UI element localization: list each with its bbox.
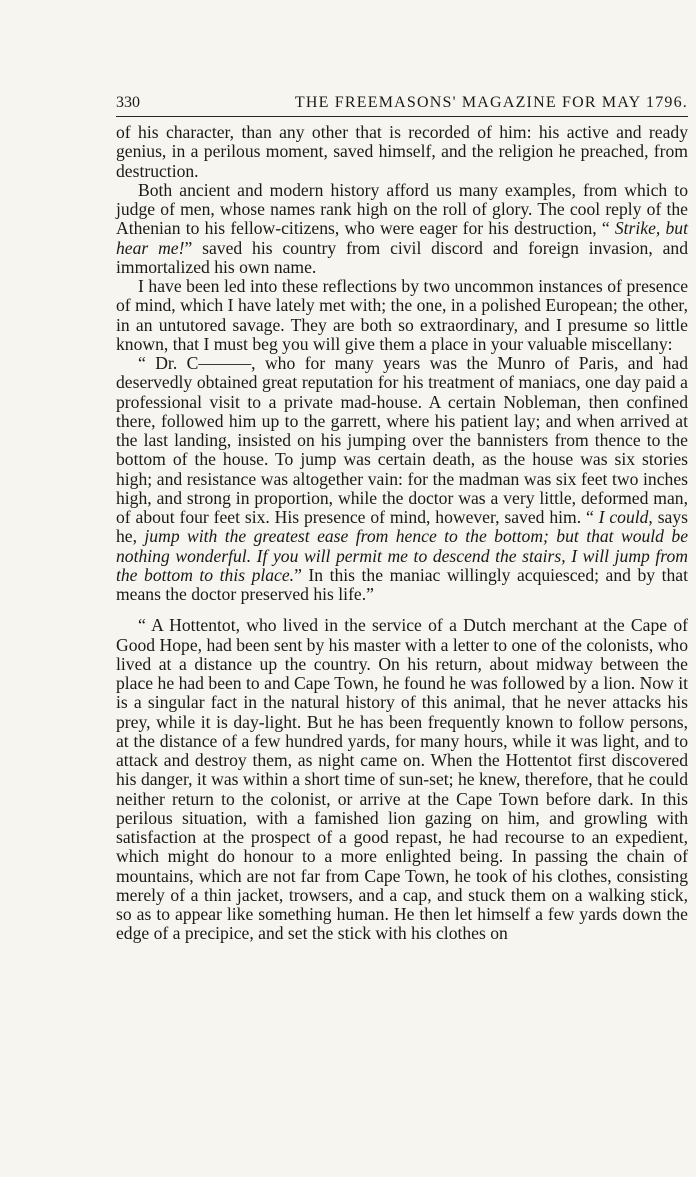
paragraph-4	[116, 354, 688, 604]
page	[116, 0, 688, 944]
article-text	[116, 123, 688, 944]
paragraph-2-text-c: ” saved his country from civil discord and foreign invasion, and immortalized his own name.	[116, 237, 688, 277]
quote-jump: jump with the greatest ease from hence to the bottom; but that would be nothing wonderful. If you will permit me to descend the stairs, I will jump from the bottom to this place.	[116, 526, 688, 585]
running-head	[116, 94, 688, 117]
paragraph-4-text-c: says he,	[116, 507, 689, 547]
page-number: 330	[116, 94, 140, 111]
paragraph-4-text-e: ” In this the maniac willingly acquiesced; and by that means the doctor preserved his life.”	[116, 564, 688, 604]
paragraph-2	[116, 181, 688, 277]
quote-strike-but-hear-me: Strike, but hear me!	[116, 218, 688, 258]
paragraph-3: I have been led into these reflections by two uncommon instances of presence of mind, which I have lately met with; the one, in a polished European; the other, in an untutored savage. They are both so extraordinary, and I presume so little known, that I must beg you will give them a place in your valuable miscellany:	[116, 276, 688, 354]
paragraph-1: of his character, than any other that is recorded of him: his active and ready genius, in a perilous moment, saved himself, and the religion he preached, from destruction.	[116, 122, 688, 181]
quote-i-could: I could,	[598, 507, 653, 527]
paragraph-2-text-a: Both ancient and modern history afford us many examples, from which to judge of men, whose names rank high on the roll of glory. The cool reply of the Athenian to his fellow-citizens, who were eager for his destruction, “	[116, 179, 688, 239]
paragraph-5: “ A Hottentot, who lived in the service of a Dutch merchant at the Cape of Good Hope, had been sent by his master with a letter to one of the colonists, who lived at a distance up the country. On his return, about midway between the place he had been to and Cape Town, he found he was followed by a lion. Now it is a singular fact in the natural history of this animal, that he never attacks his prey, while it is day-light. But he has been frequently known to follow persons, at the distance of a few hundred yards, for many hours, while it was light, and to attack and destroy them, as night came on. When the Hottentot first discovered his danger, it was within a short time of sun-set; he knew, therefore, that he could neither return to the colonist, or arrive at the Cape Town before dark. In this perilous situation, with a famished lion gazing on him, and growling with satisfaction at the prospect of a good repast, he had recourse to an expedient, which might do honour to a more enlighted being. In passing the chain of mountains, which are not far from Cape Town, he took of his clothes, consisting merely of a thin jacket, trowsers, and a cap, and stuck them on a walking stick, so as to appear like something human. He then let himself a few yards down the edge of a precipice, and set the stick with his clothes on	[116, 615, 688, 944]
running-title: THE FREEMASONS' MAGAZINE FOR MAY 1796.	[294, 94, 688, 111]
paragraph-4-text-a: “ Dr. C———, who for many years was the Munro of Paris, and had deservedly obtained great reputation for his treatment of maniacs, one day paid a professional visit to a private mad-house. A certain Nobleman, then confined there, followed him up to the garrett, where his patient lay; and when arrived at the last landing, insisted on his jumping over the bannisters from thence to the bottom of the house. To jump was certain death, as the house was six stories high; and resistance was altogether vain: for the madman was six feet two inches high, and strong in proportion, while the doctor was a very little, deformed man, of about four feet six. His presence of mind, however, saved him. “	[116, 353, 688, 527]
